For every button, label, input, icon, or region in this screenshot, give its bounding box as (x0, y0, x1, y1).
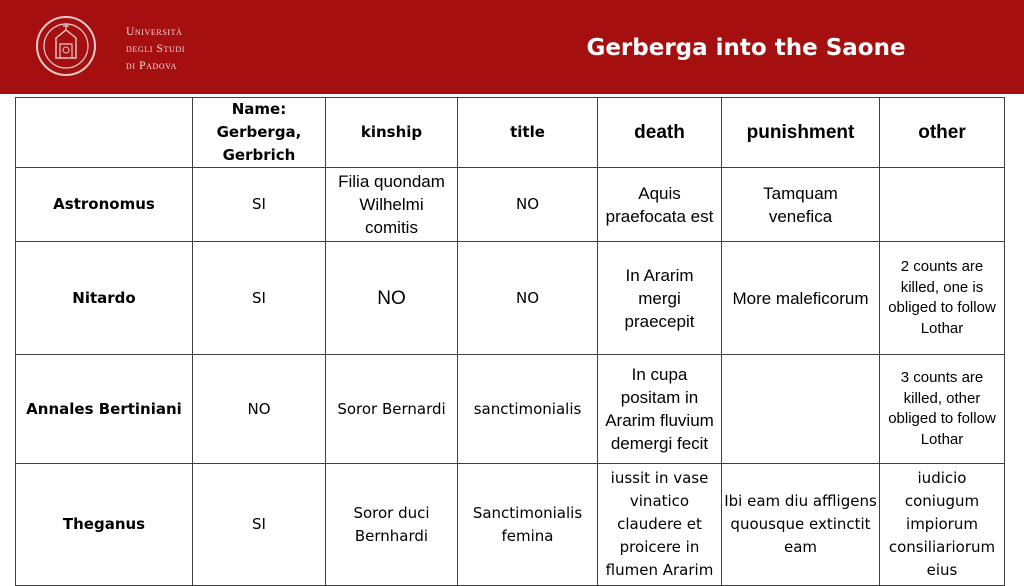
name-cell: SI (193, 168, 326, 242)
page-title: Gerberga into the Saone (586, 35, 906, 61)
header-bar (0, 0, 1024, 94)
table-row (16, 168, 1005, 242)
name-cell: SI (193, 464, 326, 586)
header-cell-punishment: punishment (722, 98, 880, 168)
source-cell: Nitardo (16, 242, 193, 355)
university-seal-icon (36, 10, 96, 82)
university-logo (36, 10, 236, 86)
death-cell: iussit in vase vinatico claudere et proicere in flumen Ararim (598, 464, 722, 586)
name-cell: SI (193, 242, 326, 355)
title-cell: NO (458, 168, 598, 242)
kinship-cell: Filia quondam Wilhelmi comitis (326, 168, 458, 242)
university-logo-text: Università degli Studi di Padova (126, 26, 185, 72)
header-cell-name: Name: Gerberga, Gerbrich (193, 98, 326, 168)
other-cell: 2 counts are killed, one is obliged to follow Lothar (880, 242, 1005, 355)
punishment-cell: Ibi eam diu affligens quousque extinctit eam (722, 464, 880, 586)
kinship-cell: NO (326, 242, 458, 355)
header-cell-death: death (598, 98, 722, 168)
title-cell: sanctimonialis (458, 355, 598, 464)
comparison-table (15, 97, 1005, 586)
header-cell-kinship: kinship (326, 98, 458, 168)
title-cell: Sanctimonialis femina (458, 464, 598, 586)
source-cell: Theganus (16, 464, 193, 586)
death-cell: Aquis praefocata est (598, 168, 722, 242)
other-cell: iudicio coniugum impiorum consiliariorum eius (880, 464, 1005, 586)
source-cell: Astronomus (16, 168, 193, 242)
punishment-cell (722, 355, 880, 464)
source-cell: Annales Bertiniani (16, 355, 193, 464)
table-row (16, 242, 1005, 355)
kinship-cell: Soror Bernardi (326, 355, 458, 464)
table-row (16, 355, 1005, 464)
header-cell-other: other (880, 98, 1005, 168)
death-cell: In Ararim mergi praecepit (598, 242, 722, 355)
kinship-cell: Soror duci Bernhardi (326, 464, 458, 586)
punishment-cell: Tamquam venefica (722, 168, 880, 242)
title-cell: NO (458, 242, 598, 355)
other-cell (880, 168, 1005, 242)
punishment-cell: More maleficorum (722, 242, 880, 355)
death-cell: In cupa positam in Ararim fluvium demergi fecit (598, 355, 722, 464)
header-cell-title: title (458, 98, 598, 168)
name-cell: NO (193, 355, 326, 464)
other-cell: 3 counts are killed, other obliged to follow Lothar (880, 355, 1005, 464)
header-row (16, 98, 1005, 168)
table-row (16, 464, 1005, 586)
header-cell-source (16, 98, 193, 168)
